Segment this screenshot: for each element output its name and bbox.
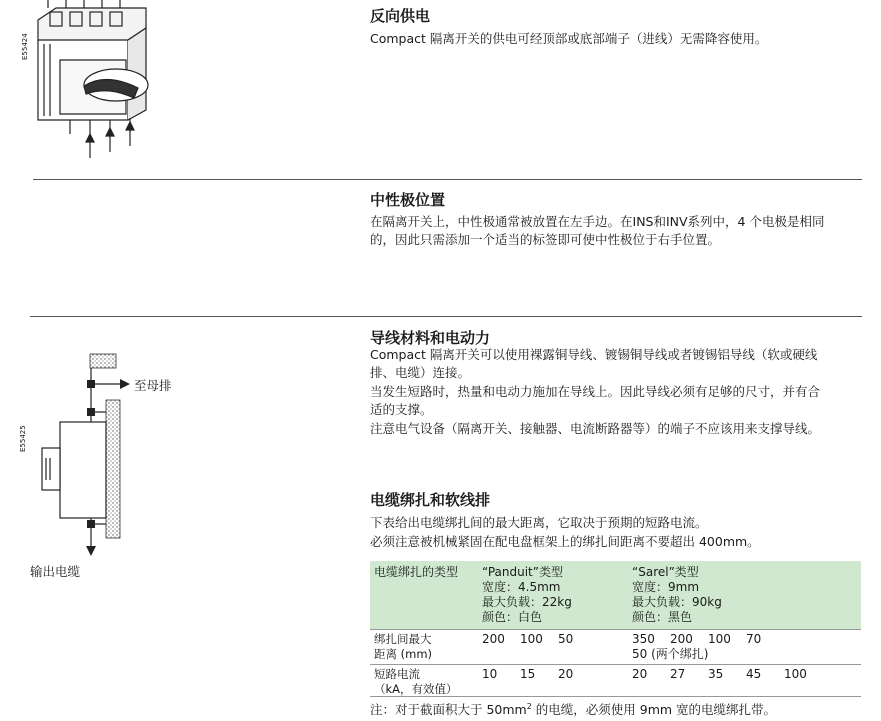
header-type-cell: 电缆绑扎的类型 <box>370 561 478 630</box>
value-cell: 10 <box>482 667 498 681</box>
distance-label-2: 距离 (mm) <box>374 647 433 661</box>
value-cell: 15 <box>520 667 536 681</box>
value-cell: 27 <box>670 667 686 681</box>
sarel-name: “Sarel”类型 <box>632 565 699 579</box>
section4-line2: 必须注意被机械紧固在配电盘框架上的绑扎间距离不要超出 400mm。 <box>370 534 760 549</box>
header-panduit-cell <box>478 561 628 630</box>
sarel-color: 颜色：黑色 <box>632 610 693 624</box>
distance-label-cell <box>370 630 478 665</box>
value-cell: 100 <box>708 632 731 646</box>
panduit-color: 颜色：白色 <box>482 610 543 624</box>
sarel-load: 最大负载：90kg <box>632 595 722 609</box>
divider-1 <box>33 179 862 180</box>
value-cell: 35 <box>708 667 724 681</box>
current-label-1: 短路电流 <box>374 667 420 681</box>
table-bottom-rule <box>370 696 861 697</box>
value-cell: 45 <box>746 667 762 681</box>
section4-title: 电缆绑扎和软线排 <box>370 491 491 509</box>
figure1-code: E55424 <box>21 33 29 60</box>
panduit-load: 最大负载：22kg <box>482 595 572 609</box>
value-cell: 20 <box>632 667 648 681</box>
section3-line3: 当发生短路时，热量和电动力施加在导线上。因此导线必须有足够的尺寸，并有合 <box>370 384 821 399</box>
cable-tie-table <box>370 561 861 699</box>
value-cell: 100 <box>784 667 807 681</box>
section2-line1: 在隔离开关上，中性极通常被放置在左手边。在INS和INV系列中，4 个电极是相同 <box>370 214 825 229</box>
section3-line1: Compact 隔离开关可以使用裸露铜导线、镀锡铜导线或者镀锡铝导线（软或硬线 <box>370 347 818 362</box>
distance-sarel-values <box>628 630 861 665</box>
note-superscript: 2 <box>526 702 532 711</box>
distance-label-1: 绑扎间最大 <box>374 632 432 646</box>
section1-body: Compact 隔离开关的供电可经顶部或底部端子（进线）无需降容使用。 <box>370 31 768 46</box>
distance-panduit-values <box>478 630 628 665</box>
current-sarel-values <box>628 665 861 700</box>
table-note <box>370 698 776 720</box>
section2-line2: 的，因此只需添加一个适当的标签即可使中性极位于右手位置。 <box>370 232 721 247</box>
section4-line1: 下表给出电缆绑扎间的最大距离，它取决于预期的短路电流。 <box>370 515 708 530</box>
value-cell: 100 <box>520 632 543 646</box>
table-row-distance <box>370 630 861 665</box>
value-cell: 200 <box>670 632 693 646</box>
busbar-label: 至母排 <box>134 378 172 393</box>
section3-line2: 排、电缆）连接。 <box>370 365 471 380</box>
divider-2 <box>30 316 862 317</box>
note-suffix: 的电缆，必须使用 9mm 宽的电缆绑扎带。 <box>531 702 777 718</box>
current-label-2: （kA，有效值） <box>374 682 458 696</box>
figure2-code: E55425 <box>19 425 27 452</box>
note-prefix: 注：对于截面积大于 50mm <box>370 702 527 718</box>
section3-line5: 注意电气设备（隔离开关、接触器、电流断路器等）的端子不应该用来支撑导线。 <box>370 421 821 436</box>
cable-mounting-diagram <box>24 350 134 560</box>
value-cell: 50 (两个绑扎) <box>632 647 709 661</box>
table-row-current <box>370 665 861 700</box>
value-cell: 50 <box>558 632 574 646</box>
table-header-row <box>370 561 861 630</box>
output-cable-label: 输出电缆 <box>30 564 81 579</box>
value-cell: 200 <box>482 632 505 646</box>
current-panduit-values <box>478 665 628 700</box>
switch-disconnector-illustration <box>26 0 161 160</box>
panduit-name: “Panduit”类型 <box>482 565 563 579</box>
value-cell: 70 <box>746 632 762 646</box>
value-cell: 20 <box>558 667 574 681</box>
section3-title: 导线材料和电动力 <box>370 329 491 347</box>
value-cell: 350 <box>632 632 655 646</box>
header-sarel-cell <box>628 561 861 630</box>
sarel-width: 宽度：9mm <box>632 580 700 594</box>
panduit-width: 宽度：4.5mm <box>482 580 561 594</box>
section1-title: 反向供电 <box>370 7 431 25</box>
current-label-cell <box>370 665 478 700</box>
section3-line4: 适的支撑。 <box>370 402 433 417</box>
section2-title: 中性极位置 <box>370 191 446 209</box>
